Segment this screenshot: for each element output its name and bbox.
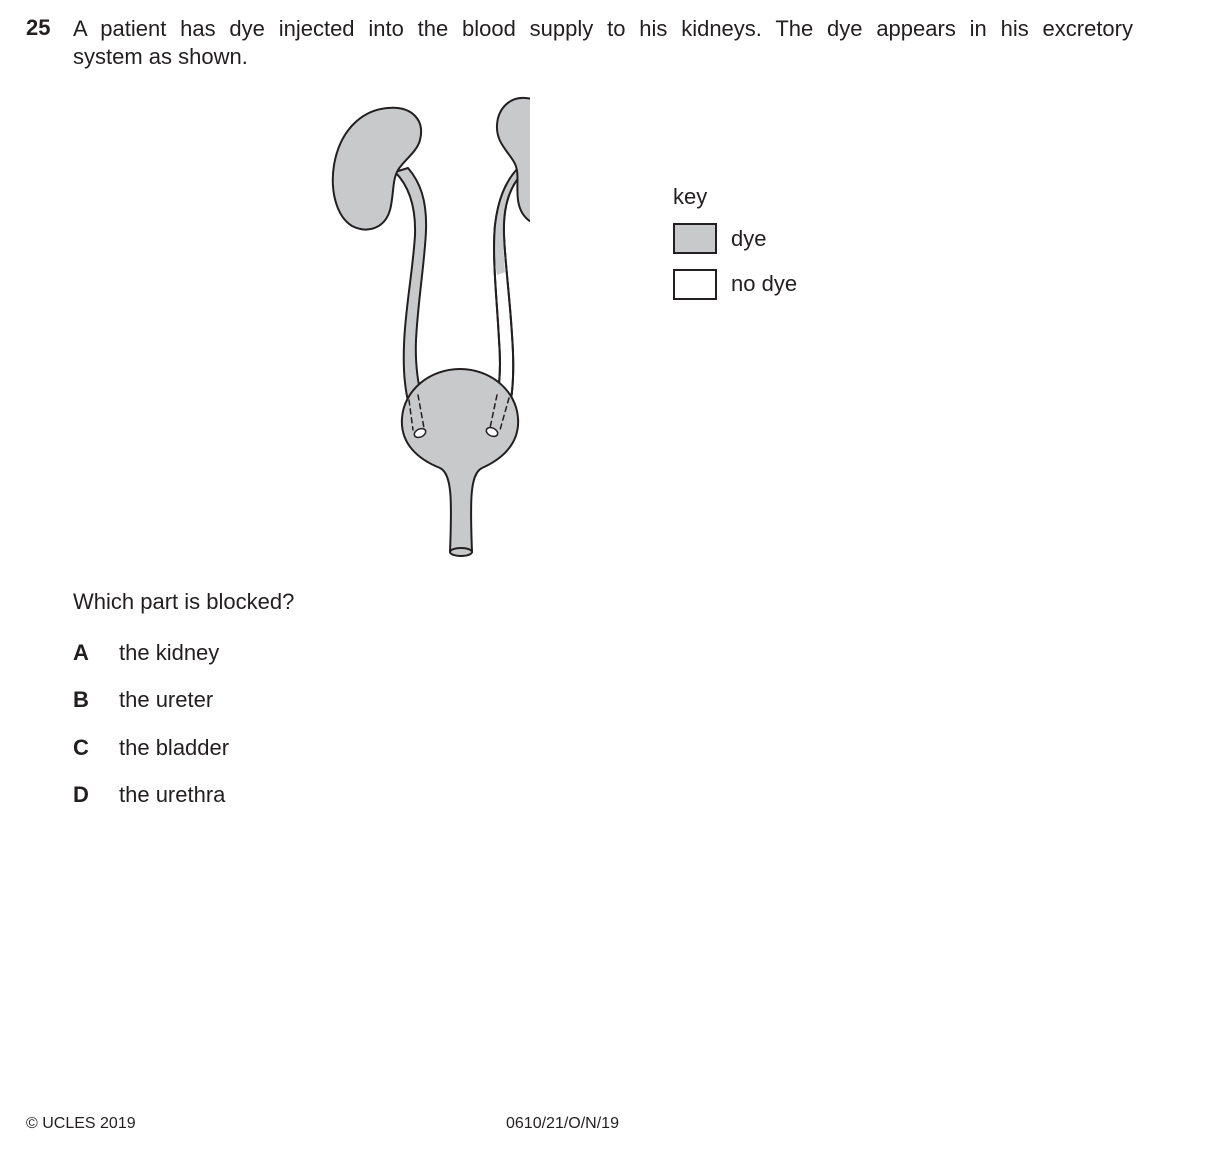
excretory-system-diagram: [320, 90, 530, 565]
question-number: 25: [26, 15, 51, 40]
option-letter: C: [73, 735, 89, 760]
option-text: the kidney: [119, 640, 220, 665]
key-no-dye-swatch: [673, 269, 717, 300]
option-letter: D: [73, 782, 89, 807]
option-c[interactable]: [73, 735, 229, 761]
footer-paper-code: 0610/21/O/N/19: [506, 1115, 619, 1132]
key-no-dye-label: no dye: [731, 271, 798, 296]
key-dye-label: dye: [731, 226, 767, 251]
option-letter: B: [73, 687, 89, 712]
footer-copyright: © UCLES 2019: [26, 1115, 136, 1132]
option-letter: A: [73, 640, 89, 665]
option-text: the bladder: [119, 735, 230, 760]
key-title: key: [673, 184, 708, 209]
option-a[interactable]: [73, 640, 219, 666]
question-text-line2: system as shown.: [73, 44, 248, 69]
left-ureter: [395, 168, 426, 408]
key-dye-swatch: [673, 223, 717, 254]
question-text: [73, 15, 1133, 71]
urethra-opening: [450, 548, 472, 556]
bladder: [402, 369, 518, 552]
question-prompt: Which part is blocked?: [73, 589, 295, 614]
option-d[interactable]: [73, 782, 225, 808]
option-b[interactable]: [73, 687, 213, 713]
option-text: the urethra: [119, 782, 226, 807]
option-text: the ureter: [119, 687, 214, 712]
question-text-line1: A patient has dye injected into the blood supply to his kidneys. The dye appears in his excretory: [73, 16, 1133, 41]
